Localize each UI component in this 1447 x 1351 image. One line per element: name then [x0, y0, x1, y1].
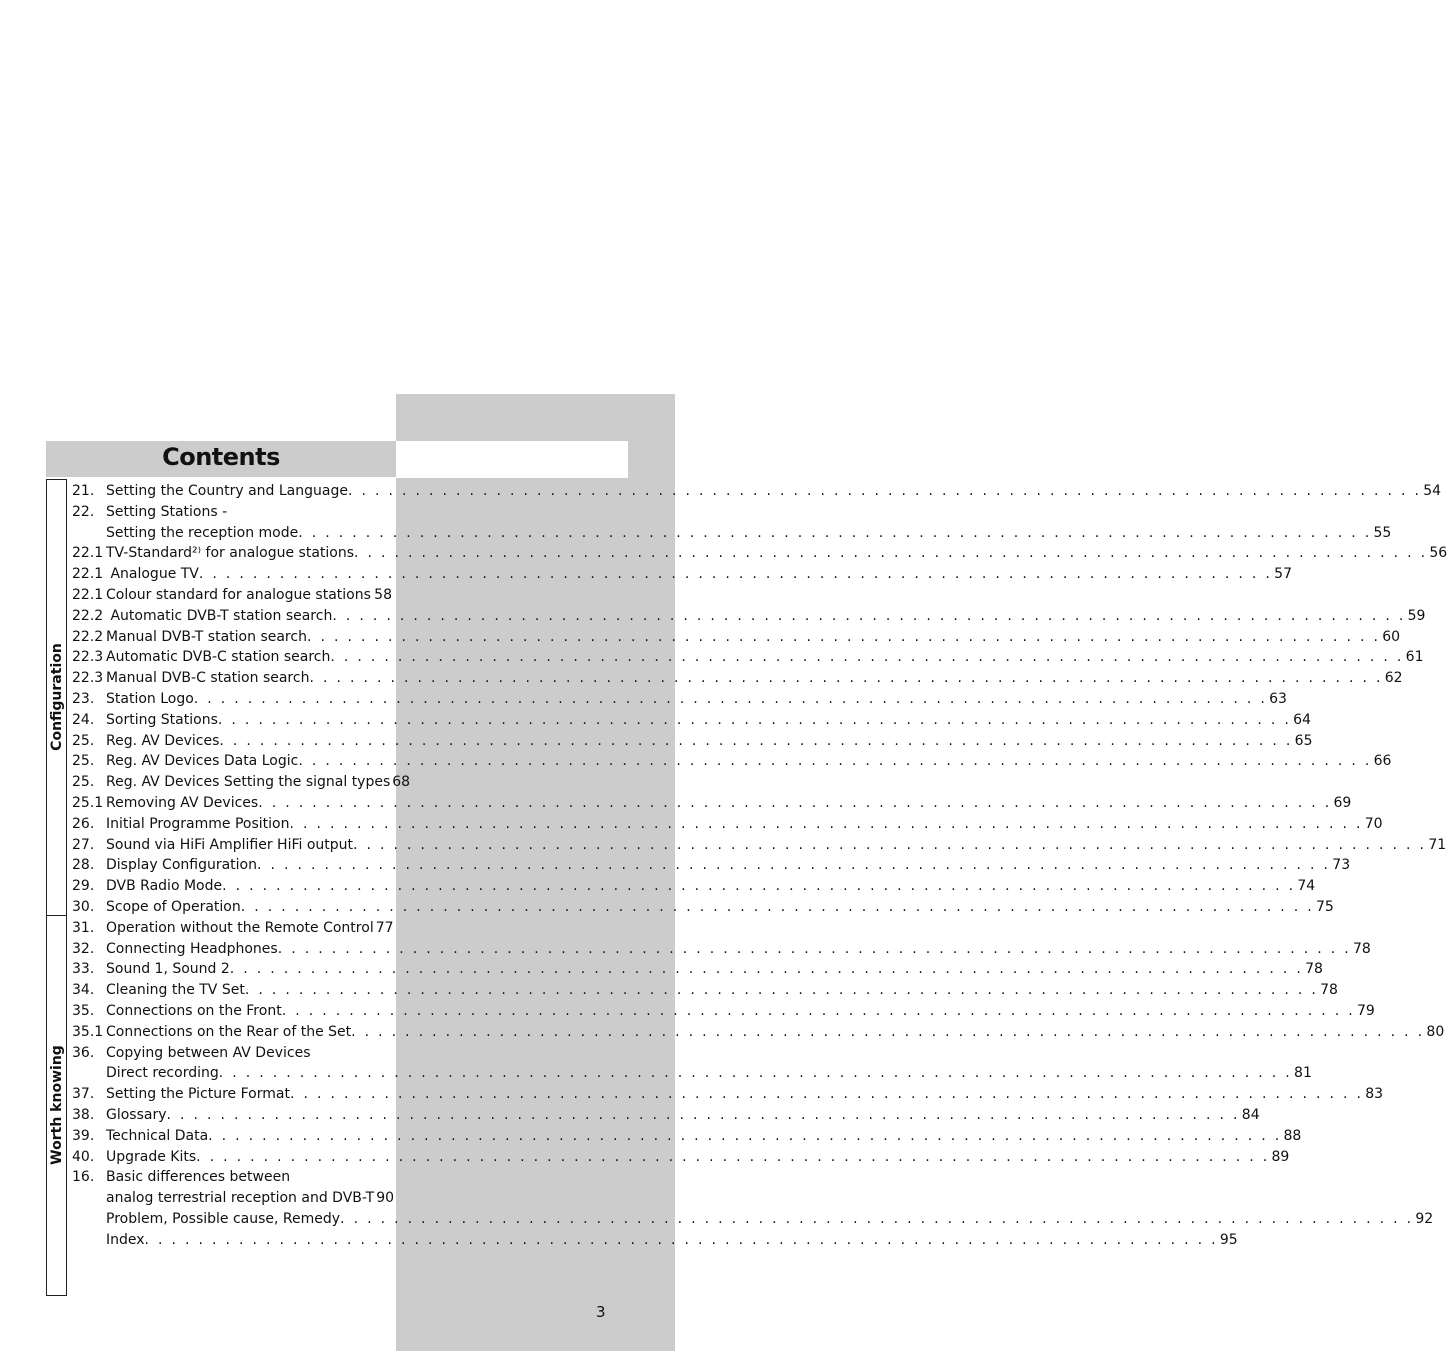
toc-entry [72, 1022, 1445, 1043]
toc-entry [72, 1147, 1290, 1168]
toc-entry-page: 71 [1428, 836, 1447, 853]
toc-dot-leader [278, 939, 1351, 960]
toc-entry [72, 793, 1352, 814]
toc-entry-title: Technical Data [106, 1127, 209, 1144]
toc-entry [72, 918, 392, 939]
toc-entry-title: Automatic DVB-C station search [106, 649, 331, 666]
toc-dot-leader [245, 980, 1318, 1001]
toc-entry-line [106, 523, 1392, 544]
toc-entry-number: 22.2 [72, 628, 104, 645]
toc-entry-number: 27. [72, 836, 95, 853]
table-of-contents [72, 481, 1447, 1250]
toc-entry-page: 61 [1405, 649, 1424, 666]
toc-entry-number: 22.1 [72, 586, 104, 603]
toc-entry-line [106, 627, 1401, 648]
toc-entry-number: 26. [72, 815, 95, 832]
toc-entry-number: 24. [72, 711, 95, 728]
toc-dot-leader [340, 1209, 1413, 1230]
toc-entry-title: Cleaning the TV Set [106, 982, 245, 999]
toc-entry-title: Connections on the Rear of the Set [106, 1023, 352, 1040]
toc-entry-line [106, 876, 1316, 897]
toc-entry [72, 876, 1316, 897]
toc-entry-page: 68 [392, 774, 411, 791]
toc-entry-title: Sound 1, Sound 2 [106, 961, 230, 978]
toc-entry-page: 62 [1384, 670, 1403, 687]
toc-dot-leader [282, 1001, 1355, 1022]
toc-entry-page: 75 [1316, 898, 1334, 915]
toc-entry-title: Reg. AV Devices Setting the signal types [106, 774, 391, 791]
title-band-white-strip [396, 441, 628, 478]
toc-entry-title: Connections on the Front [106, 1002, 282, 1019]
toc-entry-page: 60 [1382, 628, 1401, 645]
toc-entry-line [106, 1063, 1312, 1084]
toc-entry-line [106, 1147, 1290, 1168]
toc-dot-leader [354, 543, 1427, 564]
toc-entry-number: 16. [72, 1169, 95, 1186]
toc-entry-title: analog terrestrial reception and DVB-T [106, 1190, 375, 1207]
toc-entry-page: 79 [1356, 1002, 1375, 1019]
toc-entry-page: 83 [1365, 1086, 1384, 1103]
toc-entry-title: Connecting Headphones [106, 940, 278, 957]
toc-entry-title: Sorting Stations [106, 711, 218, 728]
toc-entry-line [106, 710, 1311, 731]
toc-entry-page: 81 [1294, 1065, 1312, 1082]
toc-entry-number: 38. [72, 1106, 95, 1123]
toc-entry-title: Manual DVB-T station search [106, 628, 307, 645]
toc-entry-title: Upgrade Kits [106, 1148, 197, 1165]
toc-dot-leader [199, 564, 1272, 585]
toc-dot-leader [218, 710, 1291, 731]
toc-entry [72, 1063, 1312, 1084]
toc-entry-number: 37. [72, 1086, 95, 1103]
toc-entry [72, 772, 411, 793]
toc-entry-title: Direct recording [106, 1065, 219, 1082]
toc-entry-line [106, 855, 1351, 876]
toc-entry-number: 31. [72, 919, 95, 936]
toc-entry-line [106, 1188, 395, 1209]
toc-entry-number: 25.1 [72, 794, 104, 811]
toc-entry-line [106, 959, 1323, 980]
toc-dot-leader [219, 731, 1292, 752]
toc-entry-number: 22.1 [72, 545, 104, 562]
toc-entry-line [106, 772, 411, 793]
toc-entry-page: 65 [1294, 732, 1313, 749]
toc-entry-number: 25. [72, 774, 95, 791]
toc-entry-line [106, 939, 1371, 960]
toc-dot-leader [353, 835, 1426, 856]
toc-entry-line [106, 502, 392, 523]
toc-entry-page: 58 [374, 586, 392, 603]
toc-entry [72, 1230, 1238, 1251]
toc-entry-title: Scope of Operation [106, 898, 241, 915]
toc-entry [72, 543, 1447, 564]
toc-entry-page: 80 [1426, 1023, 1445, 1040]
toc-entry [72, 731, 1313, 752]
toc-entry [72, 481, 1442, 502]
toc-entry-title: Automatic DVB-T station search [106, 607, 333, 624]
toc-entry-number: 32. [72, 940, 95, 957]
toc-entry-page: 74 [1297, 878, 1316, 895]
toc-entry [72, 523, 1392, 544]
worth-knowing-label-text: Worth knowing [49, 1045, 65, 1165]
toc-entry-page: 55 [1373, 524, 1392, 541]
toc-entry-page: 78 [1320, 982, 1338, 999]
toc-entry-page: 59 [1407, 607, 1426, 624]
toc-entry-number: 29. [72, 878, 95, 895]
toc-entry-line [106, 793, 1352, 814]
toc-entry [72, 939, 1371, 960]
toc-entry-title: Manual DVB-C station search [106, 670, 310, 687]
toc-entry-title: TV-Standard²⁾ for analogue stations [106, 545, 355, 562]
toc-entry-line [106, 1209, 1434, 1230]
toc-entry-title: Basic differences between [106, 1169, 291, 1186]
toc-dot-leader [348, 481, 1421, 502]
toc-entry-title: Operation without the Remote Control [106, 919, 374, 936]
toc-entry-page: 95 [1219, 1231, 1238, 1248]
toc-entry-line [106, 668, 1403, 689]
toc-entry-number: 22.3 [72, 649, 104, 666]
toc-entry [72, 1167, 392, 1188]
toc-entry-number: 36. [72, 1044, 95, 1061]
toc-entry-number: 22. [72, 503, 95, 520]
toc-entry-line [106, 1022, 1445, 1043]
toc-entry [72, 897, 1334, 918]
toc-entry-page: 90 [376, 1190, 395, 1207]
toc-dot-leader [208, 1126, 1281, 1147]
toc-entry [72, 835, 1447, 856]
toc-entry [72, 1084, 1384, 1105]
toc-entry-page: 78 [1305, 961, 1323, 978]
toc-entry-page: 69 [1333, 794, 1352, 811]
toc-entry-page: 89 [1271, 1148, 1290, 1165]
toc-entry-number: 22.1 [72, 566, 104, 583]
toc-entry-number: 23. [72, 690, 95, 707]
toc-dot-leader [241, 897, 1314, 918]
toc-dot-leader [167, 1105, 1240, 1126]
toc-dot-leader [196, 1147, 1269, 1168]
toc-entry-page: 70 [1364, 815, 1383, 832]
toc-entry-number: 28. [72, 857, 95, 874]
toc-entry-line [106, 1001, 1375, 1022]
toc-entry-number: 40. [72, 1148, 95, 1165]
toc-dot-leader [194, 689, 1267, 710]
toc-entry-number: 35. [72, 1002, 95, 1019]
toc-entry-page: 88 [1283, 1127, 1302, 1144]
page-title: Contents [162, 443, 280, 471]
toc-entry [72, 1188, 395, 1209]
toc-entry-number: 30. [72, 898, 95, 915]
toc-dot-leader [330, 647, 1403, 668]
toc-dot-leader [258, 793, 1331, 814]
toc-entry-page: 63 [1269, 690, 1287, 707]
toc-entry [72, 959, 1323, 980]
toc-entry-page: 84 [1241, 1106, 1260, 1123]
toc-entry [72, 751, 1392, 772]
toc-entry-title: Problem, Possible cause, Remedy [106, 1210, 341, 1227]
toc-entry-title: Display Configuration [106, 857, 257, 874]
toc-entry [72, 606, 1426, 627]
toc-entry-page: 92 [1415, 1210, 1434, 1227]
toc-entry-line [106, 751, 1392, 772]
toc-entry-line [106, 918, 392, 939]
toc-entry [72, 980, 1338, 1001]
toc-entry [72, 710, 1311, 731]
toc-entry [72, 627, 1401, 648]
toc-dot-leader [145, 1230, 1218, 1251]
toc-entry [72, 585, 392, 606]
toc-entry-line [106, 543, 1447, 564]
toc-entry-number: 39. [72, 1127, 95, 1144]
toc-entry-title: Removing AV Devices [106, 794, 259, 811]
toc-entry-number: 25. [72, 732, 95, 749]
toc-entry [72, 1043, 392, 1064]
toc-dot-leader [230, 959, 1303, 980]
toc-entry-title: Setting Stations - [106, 503, 228, 520]
toc-entry-line [106, 1230, 1238, 1251]
toc-entry-line [106, 481, 1442, 502]
toc-entry [72, 814, 1383, 835]
toc-entry-line [106, 1167, 392, 1188]
toc-entry [72, 1209, 1434, 1230]
toc-entry-number: 25. [72, 753, 95, 770]
toc-dot-leader [298, 523, 1371, 544]
toc-entry-title: Station Logo [106, 690, 194, 707]
toc-entry [72, 502, 392, 523]
toc-dot-leader [332, 606, 1405, 627]
toc-entry-title: Reg. AV Devices [106, 732, 220, 749]
toc-dot-leader [298, 751, 1371, 772]
toc-entry-page: 57 [1274, 566, 1292, 583]
toc-dot-leader [351, 1022, 1424, 1043]
toc-entry-line [106, 564, 1292, 585]
toc-entry-title: DVB Radio Mode [106, 878, 223, 895]
toc-entry-page: 66 [1373, 753, 1392, 770]
toc-dot-leader [307, 627, 1380, 648]
toc-entry-line [106, 897, 1334, 918]
toc-entry-title: Glossary [106, 1106, 167, 1123]
toc-entry-number: 22.3 [72, 670, 104, 687]
toc-entry-line [106, 835, 1447, 856]
toc-entry-title: Setting the Picture Format [106, 1086, 290, 1103]
toc-entry-line [106, 606, 1426, 627]
page-number: 3 [596, 1303, 606, 1321]
toc-entry [72, 1001, 1375, 1022]
toc-entry-title: Colour standard for analogue stations [106, 586, 371, 603]
toc-entry-line [106, 1126, 1302, 1147]
toc-entry-page: 54 [1423, 483, 1442, 499]
toc-entry-number: 22.2 [72, 607, 104, 624]
toc-entry-line [106, 689, 1287, 710]
toc-entry-page: 77 [375, 919, 394, 936]
toc-dot-leader [290, 1084, 1363, 1105]
toc-dot-leader [289, 814, 1362, 835]
toc-dot-leader [219, 1063, 1292, 1084]
toc-entry-page: 78 [1352, 940, 1371, 957]
toc-entry-line [106, 731, 1313, 752]
toc-entry [72, 855, 1351, 876]
toc-entry-title: Copying between AV Devices [106, 1044, 311, 1061]
toc-entry-page: 73 [1332, 857, 1351, 874]
toc-entry-line [106, 814, 1383, 835]
toc-entry-title: Index [106, 1231, 145, 1248]
toc-entry-title: Analogue TV [106, 566, 199, 583]
toc-dot-leader [309, 668, 1382, 689]
toc-entry-line [106, 1043, 392, 1064]
toc-entry-line [106, 585, 392, 606]
toc-entry [72, 668, 1403, 689]
toc-entry-line [106, 980, 1338, 1001]
toc-entry [72, 1105, 1260, 1126]
toc-entry-title: Initial Programme Position [106, 815, 290, 832]
toc-entry-page: 56 [1429, 545, 1447, 562]
toc-entry-line [106, 1105, 1260, 1126]
toc-entry [72, 564, 1292, 585]
toc-entry-number: 35.1 [72, 1023, 104, 1040]
toc-entry-title: Setting the Country and Language [106, 483, 348, 499]
toc-entry-number: 34. [72, 982, 95, 999]
toc-entry-number: 33. [72, 961, 95, 978]
toc-entry [72, 689, 1287, 710]
toc-entry-number: 21. [72, 483, 95, 499]
toc-entry-title: Sound via HiFi Amplifier HiFi output [106, 836, 354, 853]
toc-entry-line [106, 1084, 1384, 1105]
toc-dot-leader [257, 855, 1330, 876]
toc-entry [72, 1126, 1302, 1147]
toc-dot-leader [222, 876, 1295, 897]
toc-entry-title: Reg. AV Devices Data Logic [106, 753, 299, 770]
toc-entry-title: Setting the reception mode [106, 524, 299, 541]
toc-entry-line [106, 647, 1424, 668]
toc-entry-page: 64 [1293, 711, 1311, 728]
toc-entry [72, 647, 1424, 668]
configuration-label-text: Configuration [49, 643, 65, 751]
